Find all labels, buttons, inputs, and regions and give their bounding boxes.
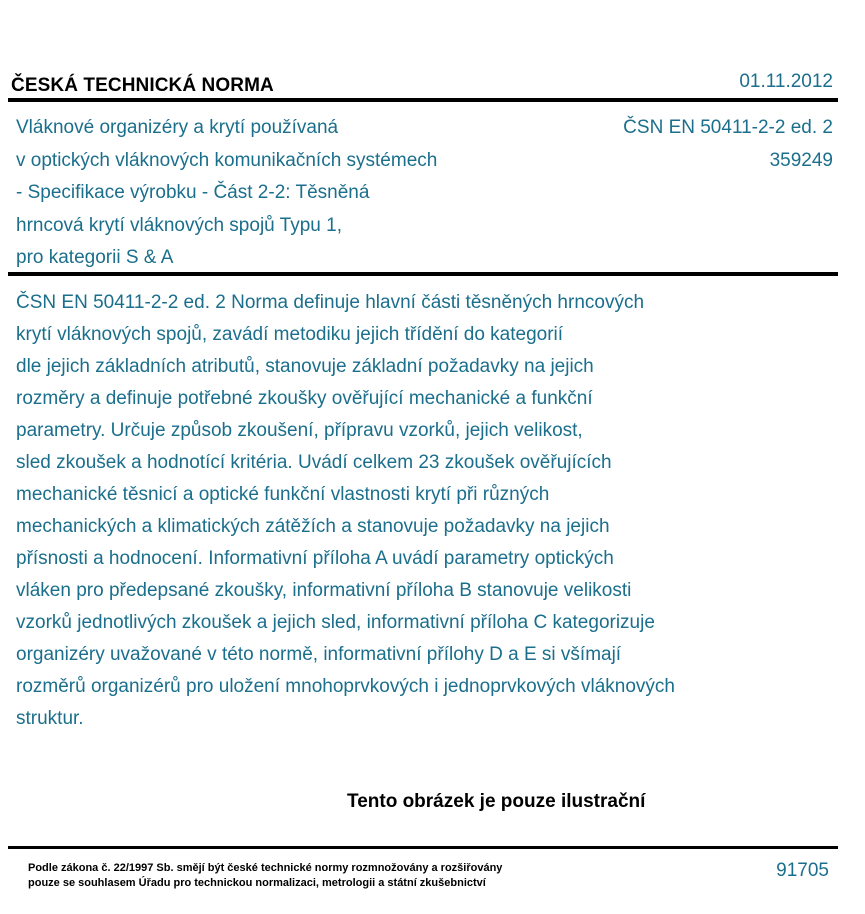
legal-notice [28,861,502,891]
abstract-line: rozměrů organizérů pro uložení mnohoprvkových i jednoprvkových vláknových [16,676,675,697]
header-divider [8,98,838,102]
norm-identification [623,112,833,177]
abstract-line: struktur. [16,708,84,729]
header-title: ČESKÁ TECHNICKÁ NORMA [11,75,274,96]
document-code: 91705 [776,860,829,881]
footer-divider [8,846,838,849]
legal-notice-line: pouze se souhlasem Úřadu pro technickou normalizaci, metrologii a státní zkušebnictví [28,877,486,889]
abstract-line: vláken pro předepsané zkoušky, informativní příloha B stanovuje velikosti [16,580,632,601]
abstract-line: mechanické těsnicí a optické funkční vlastnosti krytí při různých [16,484,550,505]
abstract-line: organizéry uvažované v této normě, informativní přílohy D a E si všímají [16,644,622,665]
legal-notice-line: Podle zákona č. 22/1997 Sb. smějí být české technické normy rozmnožovány a rozšiřovány [28,862,503,874]
abstract-line: krytí vláknových spojů, zavádí metodiku jejich třídění do kategorií [16,324,564,345]
abstract-line: přísnosti a hodnocení. Informativní příloha A uvádí parametry optických [16,548,614,569]
title-divider [8,272,838,276]
abstract-line: parametry. Určuje způsob zkoušení, přípravu vzorků, jejich velikost, [16,420,583,441]
norm-title-line: Vláknové organizéry a krytí používaná [16,117,339,138]
norm-title-line: hrncová krytí vláknových spojů Typu 1, [16,214,342,236]
norm-title [16,112,536,275]
publication-date: 01.11.2012 [739,71,833,92]
catalog-number: 359249 [769,149,833,171]
abstract-line: mechanických a klimatických zátěžích a stanovuje požadavky na jejich [16,516,610,537]
abstract-line: vzorků jednotlivých zkoušek a jejich sled, informativní příloha C kategorizuje [16,612,655,633]
norm-title-line: - Specifikace výrobku - Část 2-2: Těsněná [16,182,370,203]
abstract-line: ČSN EN 50411-2-2 ed. 2 Norma definuje hlavní části těsněných hrncových [16,292,645,313]
abstract-line: rozměry a definuje potřebné zkoušky ověřující mechanické a funkční [16,388,593,409]
abstract-line: sled zkoušek a hodnotící kritéria. Uvádí celkem 23 zkoušek ověřujících [16,452,612,473]
abstract-line: dle jejich základních atributů, stanovuje základní požadavky na jejich [16,356,594,377]
norm-title-line: pro kategorii S & A [16,247,174,268]
norm-designation: ČSN EN 50411-2-2 ed. 2 [623,117,833,138]
norm-title-line: v optických vláknových komunikačních systémech [16,149,438,171]
norm-abstract [16,287,816,735]
illustration-note: Tento obrázek je pouze ilustrační [347,791,646,812]
